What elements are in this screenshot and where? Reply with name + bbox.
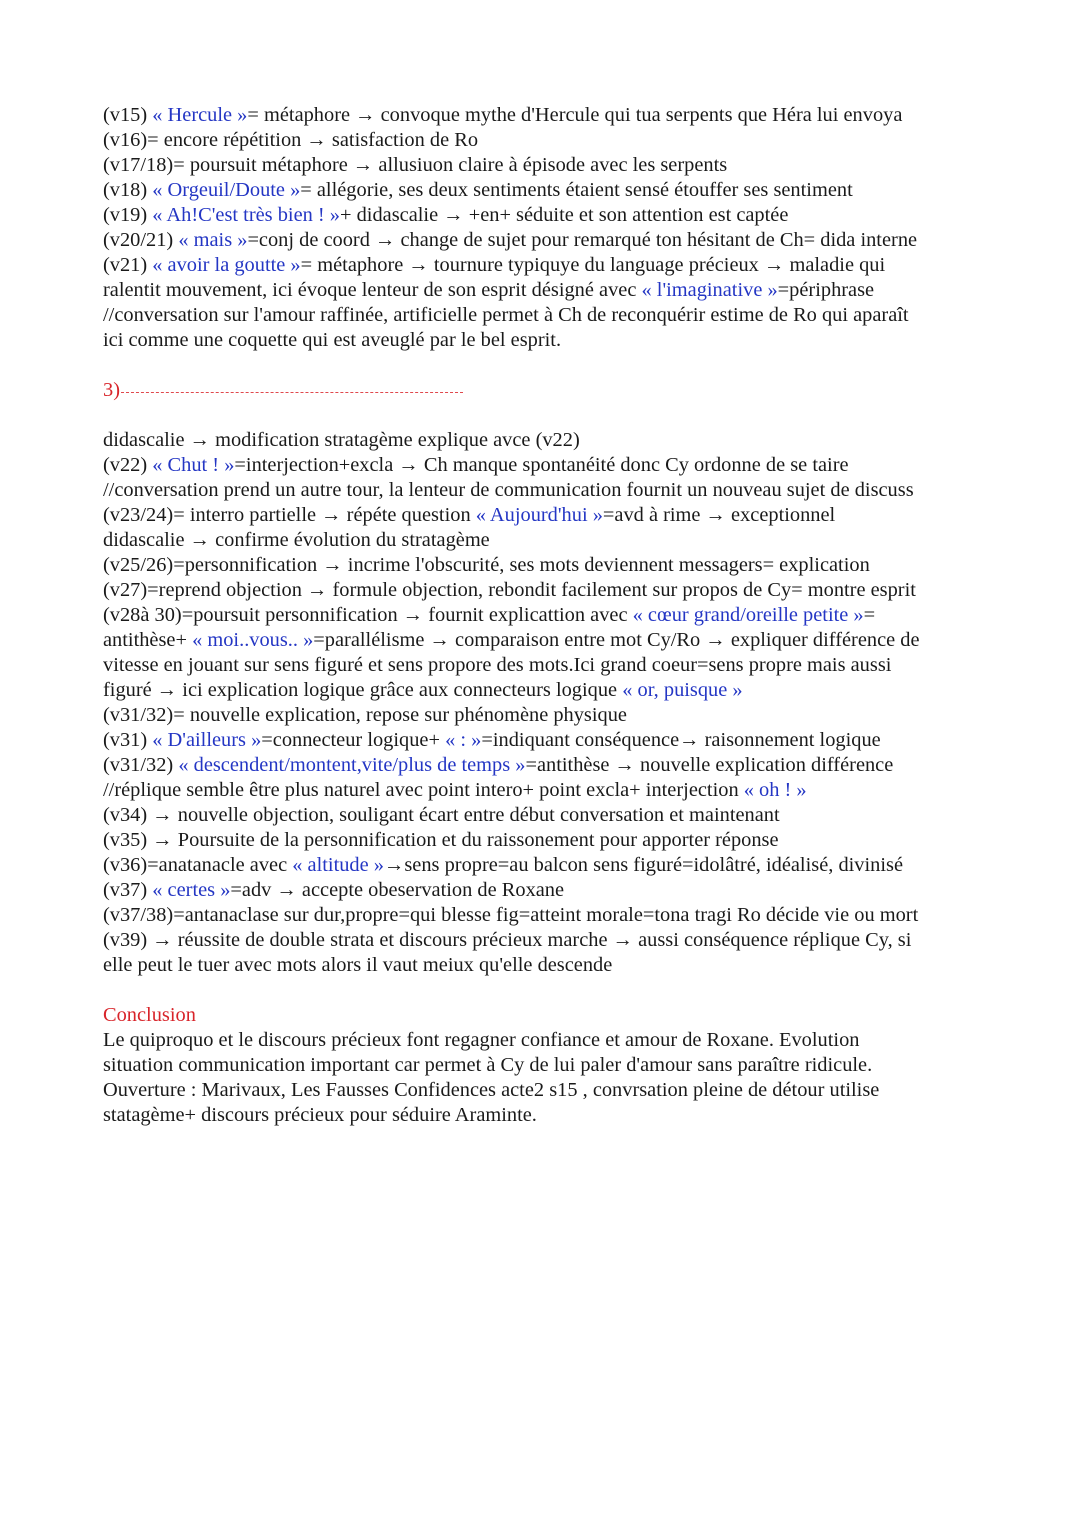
text-line — [103, 528, 1020, 553]
section-number: 3) — [103, 379, 120, 401]
text-line — [103, 728, 1020, 753]
line-text: (v16)= encore répétition → satisfaction de Ro — [103, 129, 479, 151]
line-text: (v37) — [103, 879, 153, 901]
text-line — [103, 678, 1020, 703]
quoted-term: « cœur grand/oreille petite » — [632, 604, 864, 626]
text-line — [103, 853, 1020, 878]
line-text: didascalie → confirme évolution du stratagème — [103, 529, 490, 551]
text-line — [103, 178, 1020, 203]
line-text: →sens propre=au balcon sens figuré=idolâtré, idéalisé, divinisé — [383, 854, 904, 876]
quoted-term: « Aujourd'hui » — [475, 504, 603, 526]
quoted-term: « avoir la goutte » — [152, 254, 301, 276]
quoted-term: « Ah!C'est très bien ! » — [152, 204, 340, 226]
line-text: (v21) — [103, 254, 153, 276]
line-text: =adv → accepte obeservation de Roxane — [230, 879, 565, 901]
line-text: =conj de coord → change de sujet pour remarqué ton hésitant de Ch= dida interne — [247, 229, 918, 251]
line-text: =périphrase — [777, 279, 875, 301]
text-line — [103, 128, 1020, 153]
text-line — [103, 103, 1020, 128]
line-text: (v31/32) — [103, 754, 179, 776]
line-text: (v31) — [103, 729, 153, 751]
line-text: =avd à rime → exceptionnel — [602, 504, 836, 526]
text-line — [103, 928, 1020, 953]
section-divider — [121, 392, 463, 393]
line-text: //réplique semble être plus naturel avec point intero+ point excla+ interjection — [103, 779, 744, 801]
text-line — [103, 653, 1020, 678]
text-line — [103, 453, 1020, 478]
quoted-term: « : » — [445, 729, 482, 751]
spacer — [103, 978, 1020, 1003]
line-text: elle peut le tuer avec mots alors il vaut meiux qu'elle descende — [103, 954, 613, 976]
analysis-block-verses-22-39 — [103, 428, 1020, 978]
text-line — [103, 303, 1020, 328]
line-text: vitesse en jouant sur sens figuré et sens propore des mots.Ici grand coeur=sens propre mais aussi — [103, 654, 892, 676]
line-text: ralentit mouvement, ici évoque lenteur de son esprit désigné avec — [103, 279, 642, 301]
line-text: ici comme une coquette qui est aveuglé par le bel esprit. — [103, 329, 562, 351]
text-line — [103, 203, 1020, 228]
line-text: (v34) → nouvelle objection, souligant écart entre début conversation et maintenant — [103, 804, 780, 826]
line-text: figuré → ici explication logique grâce aux connecteurs logique — [103, 679, 623, 701]
quoted-term: « altitude » — [292, 854, 384, 876]
line-text: =indiquant conséquence→ raisonnement logique — [481, 729, 881, 751]
text-line — [103, 603, 1020, 628]
line-text: =connecteur logique+ — [261, 729, 446, 751]
quoted-term: « descendent/montent,vite/plus de temps » — [178, 754, 526, 776]
line-text: + didascalie → +en+ séduite et son attention est captée — [340, 204, 789, 226]
line-text: (v23/24)= interro partielle → répéte question — [103, 504, 476, 526]
text-line — [103, 628, 1020, 653]
text-line — [103, 1028, 1020, 1053]
text-line — [103, 903, 1020, 928]
line-text: //conversation sur l'amour raffinée, artificielle permet à Ch de reconquérir estime de Ro qui aparaît — [103, 304, 909, 326]
line-text: (v15) — [103, 104, 153, 126]
line-text: (v25/26)=personnification → incrime l'obscurité, ses mots deviennent messagers= explication — [103, 554, 870, 576]
line-text: situation communication important car permet à Cy de lui paler d'amour sans paraître ridicule. — [103, 1054, 873, 1076]
text-line — [103, 503, 1020, 528]
line-text: (v22) — [103, 454, 153, 476]
quoted-term: « or, puisque » — [622, 679, 743, 701]
text-line — [103, 878, 1020, 903]
analysis-block-verses-15-21 — [103, 103, 1020, 353]
line-text: = allégorie, ses deux sentiments étaient sensé étouffer ses sentiment — [300, 179, 853, 201]
line-text: = métaphore → tournure typiquye du language précieux → maladie qui — [300, 254, 886, 276]
spacer — [103, 353, 1020, 378]
conclusion-text — [103, 1028, 1020, 1128]
text-line — [103, 1078, 1020, 1103]
quoted-term: « l'imaginative » — [641, 279, 778, 301]
text-line — [103, 1103, 1020, 1128]
quoted-term: « Orgeuil/Doute » — [152, 179, 301, 201]
line-text: = — [863, 604, 876, 626]
line-text: (v28à 30)=poursuit personnification → fournit explicattion avec — [103, 604, 633, 626]
text-line — [103, 578, 1020, 603]
line-text: =antithèse → nouvelle explication différence — [525, 754, 894, 776]
text-line — [103, 778, 1020, 803]
line-text: //conversation prend un autre tour, la lenteur de communication fournit un nouveau sujet de discuss — [103, 479, 914, 501]
spacer — [103, 403, 1020, 428]
line-text: Le quiproquo et le discours précieux font regagner confiance et amour de Roxane. Evolution — [103, 1029, 860, 1051]
quoted-term: « certes » — [152, 879, 231, 901]
text-line — [103, 328, 1020, 353]
line-text: (v27)=reprend objection → formule objection, rebondit facilement sur propos de Cy= montre esprit — [103, 579, 916, 601]
text-line — [103, 1053, 1020, 1078]
quoted-term: « D'ailleurs » — [152, 729, 262, 751]
text-line — [103, 278, 1020, 303]
line-text: didascalie → modification stratagème explique avce (v22) — [103, 429, 580, 451]
quoted-term: « oh ! » — [743, 779, 807, 801]
text-line — [103, 428, 1020, 453]
text-line — [103, 553, 1020, 578]
text-line — [103, 953, 1020, 978]
line-text: Ouverture : Marivaux, Les Fausses Confidences acte2 s15 , convrsation pleine de détour utilise — [103, 1079, 880, 1101]
line-text: (v17/18)= poursuit métaphore → allusiuon claire à épisode avec les serpents — [103, 154, 728, 176]
line-text: =interjection+excla → Ch manque spontanéité donc Cy ordonne de se taire — [234, 454, 849, 476]
text-line — [103, 753, 1020, 778]
text-line — [103, 478, 1020, 503]
line-text: = métaphore → convoque mythe d'Hercule qui tua serpents que Héra lui envoya — [247, 104, 903, 126]
line-text: antithèse+ — [103, 629, 193, 651]
text-line — [103, 153, 1020, 178]
line-text: statagème+ discours précieux pour séduire Araminte. — [103, 1104, 537, 1126]
text-line — [103, 253, 1020, 278]
quoted-term: « mais » — [178, 229, 248, 251]
text-line — [103, 828, 1020, 853]
line-text: =parallélisme → comparaison entre mot Cy/Ro → expliquer différence de — [313, 629, 920, 651]
text-line — [103, 803, 1020, 828]
line-text: (v35) → Poursuite de la personnification et du raissonement pour apporter réponse — [103, 829, 779, 851]
line-text: (v36)=anatanacle avec — [103, 854, 293, 876]
line-text: (v37/38)=antanaclase sur dur,propre=qui blesse fig=atteint morale=tona tragi Ro décide vie ou mort — [103, 904, 919, 926]
line-text: (v18) — [103, 179, 153, 201]
section-heading-3 — [103, 378, 1020, 403]
text-line — [103, 228, 1020, 253]
line-text: (v31/32)= nouvelle explication, repose sur phénomène physique — [103, 704, 627, 726]
text-line — [103, 703, 1020, 728]
line-text: (v39) → réussite de double strata et discours précieux marche → aussi conséquence réplique Cy, si — [103, 929, 912, 951]
quoted-term: « moi..vous.. » — [192, 629, 314, 651]
line-text: (v19) — [103, 204, 153, 226]
conclusion-heading: Conclusion — [103, 1004, 196, 1026]
quoted-term: « Hercule » — [152, 104, 248, 126]
quoted-term: « Chut ! » — [152, 454, 235, 476]
line-text: (v20/21) — [103, 229, 179, 251]
